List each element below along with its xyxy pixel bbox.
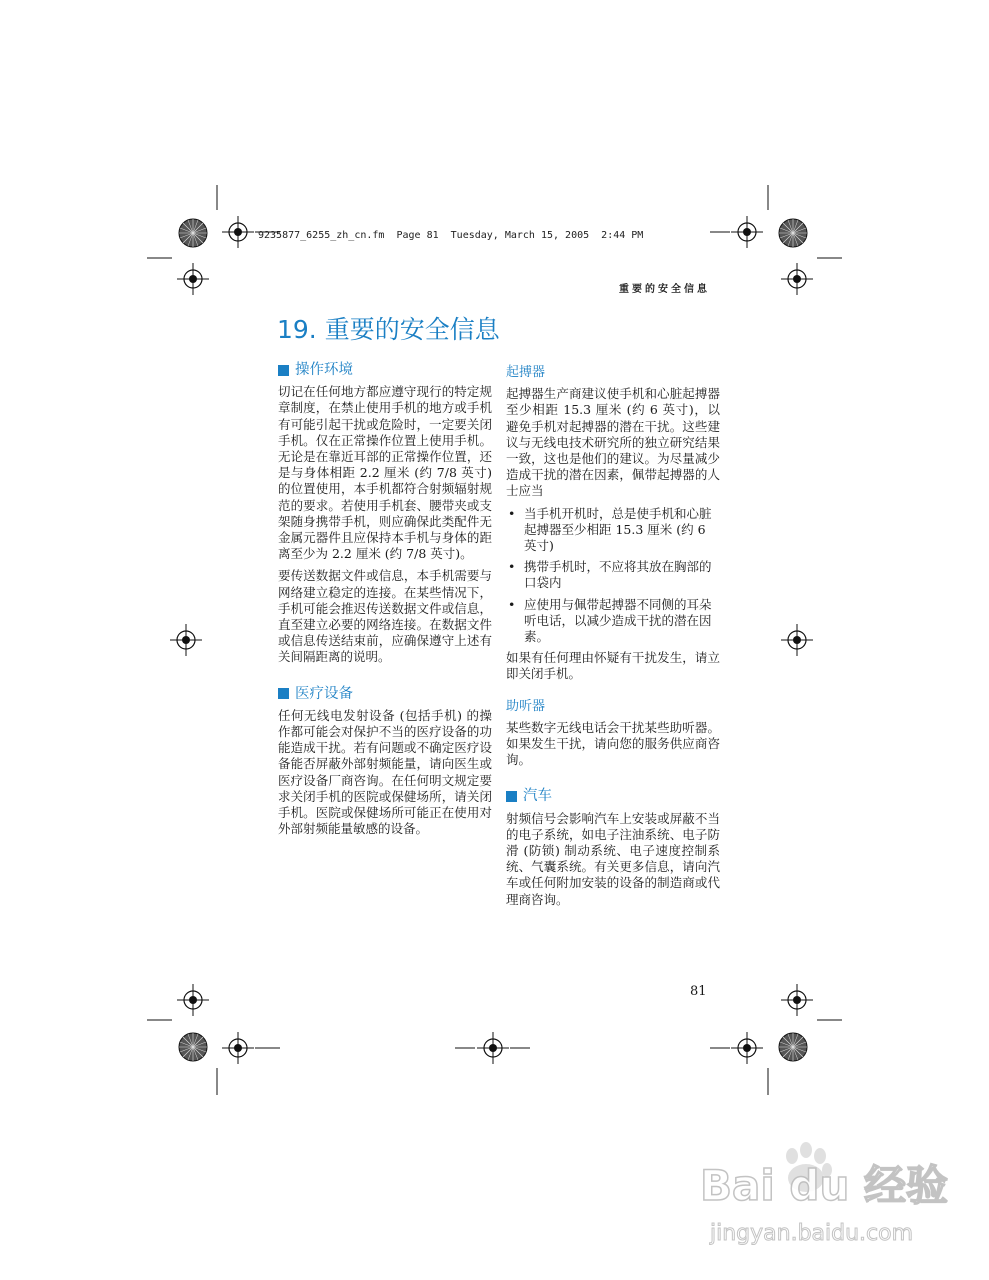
section-heading-environment: 操作环境	[278, 362, 492, 378]
environment-paragraph-1: 切记在任何地方都应遵守现行的特定规章制度，在禁止使用手机的地方或手机有可能引起干扰或危险时，一定要关闭手机。仅在正常操作位置上使用手机。无论是在靠近耳部的正常操作位置，还是与身体相距 2.2 厘米 (约 7/8 英寸) 的位置使用，本手机都符合射频辐射规范的要求。若使用手机套、腰带夹或支架随身携带手机，则应确保此类配件无金属元器件且应保持本手机与身体的距离至少为 2.2 厘米 (约 7/8 英寸)。	[278, 384, 492, 562]
right-column	[506, 365, 720, 914]
chapter-title: 19. 重要的安全信息	[277, 315, 500, 344]
medical-paragraph-1: 任何无线电发射设备 (包括手机) 的操作都可能会对保护不当的医疗设备的功能造成干扰。若有问题或不确定医疗设备能否屏蔽外部射频能量，请向医生或医疗设备厂商咨询。在任何明文规定要求关闭手机的医院或保健场所，请关闭手机。医院或保健场所可能正在使用对外部射频能量敏感的设备。	[278, 707, 492, 837]
square-bullet-icon	[506, 791, 517, 802]
watermark-logo-text: Bai du 经验	[700, 1161, 948, 1210]
list-item: • 携带手机时，不应将其放在胸部的口袋内	[508, 559, 712, 591]
pacemaker-paragraph-1: 起搏器生产商建议使手机和心脏起搏器至少相距 15.3 厘米 (约 6 英寸)，以避免手机对起搏器的潜在干扰。这些建议与无线电技术研究所的独立研究结果一致，这也是他们的建议。为尽量减少造成干扰的潜在因素，佩带起搏器的人士应当	[506, 386, 720, 499]
section-heading-vehicle: 汽车	[506, 788, 720, 804]
page-number: 81	[690, 984, 707, 999]
section-heading-medical: 医疗设备	[278, 686, 492, 702]
list-item: • 应使用与佩带起搏器不同侧的耳朵听电话，以减少造成干扰的潜在因素。	[508, 596, 712, 645]
pacemaker-bullet-list	[506, 506, 720, 646]
list-item: • 当手机开机时，总是使手机和心脏起搏器至少相距 15.3 厘米 (约 6 英寸)	[508, 505, 712, 554]
running-head: 重要的安全信息	[619, 284, 710, 295]
hearing-paragraph-1: 某些数字无线电话会干扰某些助听器。如果发生干扰，请向您的服务供应商咨询。	[506, 719, 720, 768]
baidu-jingyan-watermark	[700, 1130, 960, 1260]
bullet-icon: •	[508, 596, 516, 612]
vehicle-paragraph-1: 射频信号会影响汽车上安装或屏蔽不当的电子系统，如电子注油系统、电子防滑 (防锁) 制动系统、电子速度控制系统、气囊系统。有关更多信息，请向汽车或任何附加安装的设备的制造商或代理商咨询。	[506, 810, 720, 907]
subsection-heading-hearing: 助听器	[506, 698, 546, 714]
print-header: 9235877_6255_zh_cn.fm Page 81 Tuesday, March 15, 2005 2:44 PM	[258, 230, 644, 241]
left-column	[278, 362, 492, 843]
subsection-heading-pacemaker: 起搏器	[506, 365, 546, 380]
pacemaker-paragraph-2: 如果有任何理由怀疑有干扰发生，请立即关闭手机。	[506, 650, 720, 682]
bullet-icon: •	[508, 559, 516, 575]
bullet-icon: •	[508, 505, 516, 521]
environment-paragraph-2: 要传送数据文件或信息，本手机需要与网络建立稳定的连接。在某些情况下，手机可能会推迟传送数据文件或信息，直至建立必要的网络连接。在数据文件或信息传送结束前，应确保遵守上述有关间隔距离的说明。	[278, 568, 492, 665]
watermark-url: jingyan.baidu.com	[710, 1221, 914, 1246]
square-bullet-icon	[278, 365, 289, 376]
square-bullet-icon	[278, 688, 289, 699]
